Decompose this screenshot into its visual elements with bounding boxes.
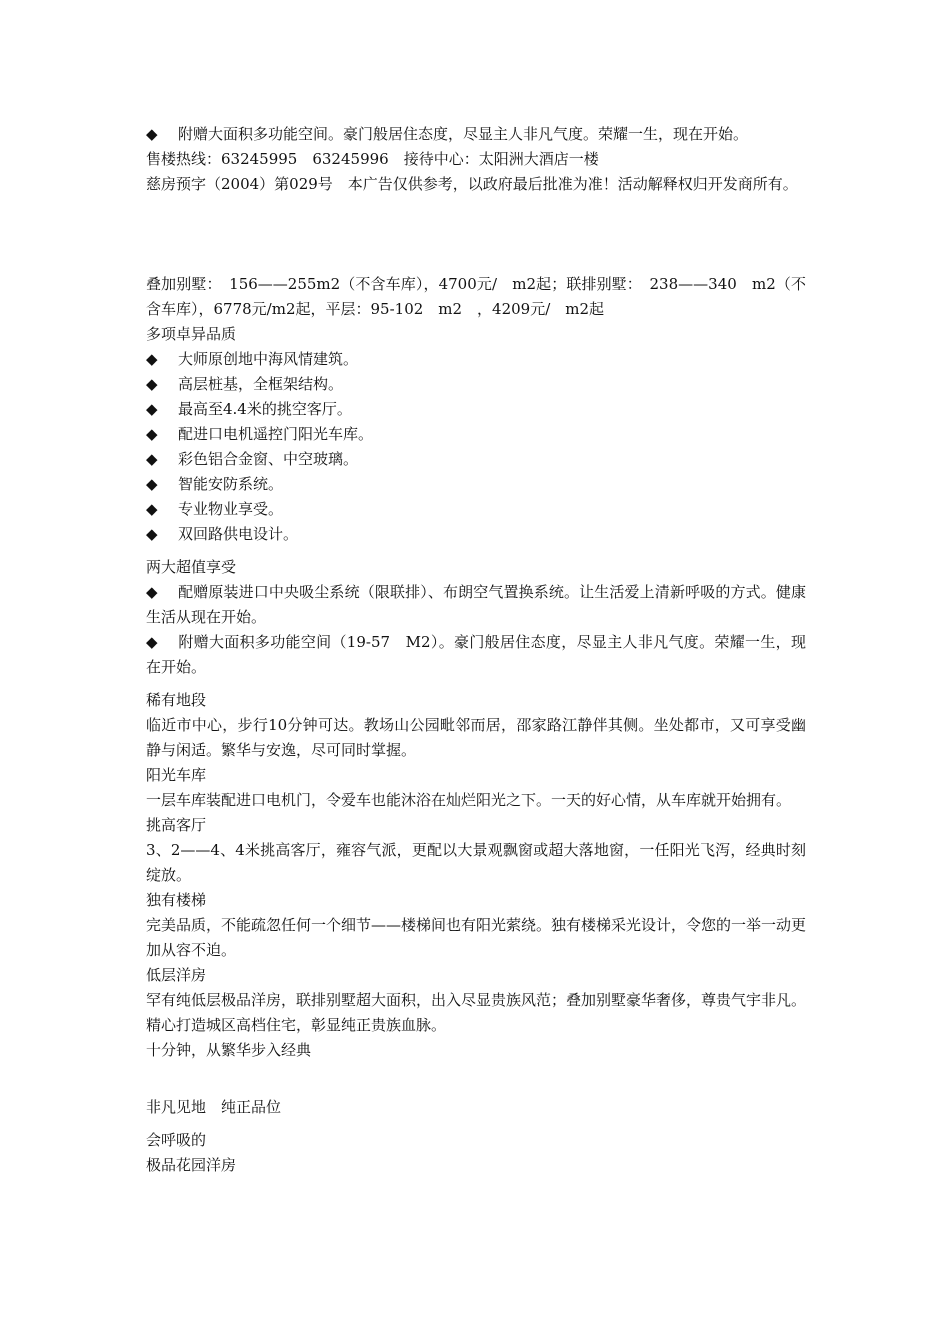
list-item: ◆ 配赠原装进口中央吸尘系统（限联排）、布朗空气置换系统。让生活爱上清新呼吸的方式。健康生活从现在开始。 — [146, 580, 806, 630]
bullet-diamond-icon: ◆ — [146, 633, 158, 651]
spacer — [146, 197, 806, 272]
list-item: ◆ 附赠大面积多功能空间（19-57 M2）。豪门般居住态度，尽显主人非凡气度。荣耀一生，现在开始。 — [146, 630, 806, 680]
section-heading: 阳光车库 — [146, 766, 207, 784]
section-heading: 稀有地段 — [146, 691, 207, 709]
section-body: 完美品质，不能疏忽任何一个细节——楼梯间也有阳光萦绕。独有楼梯采光设计，令您的一举一动更加从容不迫。 — [146, 916, 807, 959]
bullet-diamond-icon: ◆ — [146, 525, 158, 543]
sales-hotline: 售楼热线：63245995 63245996 接待中心：太阳洲大酒店一楼 — [146, 150, 599, 168]
section-body: 罕有纯低层极品洋房，联排别墅超大面积，出入尽显贵族风范；叠加别墅豪华奢侈，尊贵气宇非凡。精心打造城区高档住宅，彰显纯正贵族血脉。 — [146, 991, 807, 1034]
bullet-diamond-icon: ◆ — [146, 450, 158, 468]
value-list — [146, 580, 806, 680]
bullet-diamond-icon: ◆ — [146, 425, 158, 443]
spacer — [146, 680, 806, 688]
bullet-diamond-icon: ◆ — [146, 583, 158, 601]
section-body: 3、2——4、4米挑高客厅，雍容气派，更配以大景观飘窗或超大落地窗，一任阳光飞泻，经典时刻绽放。 — [146, 841, 806, 884]
bullet-diamond-icon: ◆ — [146, 475, 158, 493]
bullet-diamond-icon: ◆ — [146, 375, 158, 393]
bullet-diamond-icon: ◆ — [146, 125, 158, 143]
disclaimer: 慈房预字（2004）第029号 本广告仅供参考，以政府最后批准为准！活动解释权归开发商所有。 — [146, 175, 798, 193]
pricing-text: 叠加别墅： 156——255m2（不含车库），4700元/ m2起；联排别墅： 238——340 m2（不含车库），6778元/m2起，平层：95-102 m2 ，4209元/ m2起 — [146, 275, 806, 318]
section-heading: 低层洋房 — [146, 966, 207, 984]
bullet-diamond-icon: ◆ — [146, 500, 158, 518]
closing-line: 极品花园洋房 — [146, 1156, 237, 1174]
list-item: ◆ 最高至4.4米的挑空客厅。 — [146, 397, 806, 422]
section-body: 临近市中心，步行10分钟可达。教场山公园毗邻而居，邵家路江静伴其侧。坐处都市，又可享受幽静与闲适。繁华与安逸，尽可同时掌握。 — [146, 716, 806, 759]
list-item: ◆ 智能安防系统。 — [146, 472, 806, 497]
header-line-text: 附赠大面积多功能空间。豪门般居住态度，尽显主人非凡气度。荣耀一生，现在开始。 — [178, 125, 749, 143]
section-body: 一层车库装配进口电机门，令爱车也能沐浴在灿烂阳光之下。一天的好心情，从车库就开始拥有。 — [146, 791, 792, 809]
list-item: ◆ 配进口电机遥控门阳光车库。 — [146, 422, 806, 447]
spacer — [146, 547, 806, 555]
bullet-diamond-icon: ◆ — [146, 400, 158, 418]
value-heading: 两大超值享受 — [146, 558, 237, 576]
closing-slogan: 非凡见地 纯正品位 — [146, 1098, 282, 1116]
list-item: ◆ 大师原创地中海风情建筑。 — [146, 347, 806, 372]
section-heading: 独有楼梯 — [146, 891, 207, 909]
spacer — [146, 1120, 806, 1128]
list-item: ◆ 双回路供电设计。 — [146, 522, 806, 547]
quality-heading: 多项卓异品质 — [146, 325, 237, 343]
list-item: ◆ 彩色铝合金窗、中空玻璃。 — [146, 447, 806, 472]
closing-tagline: 十分钟，从繁华步入经典 — [146, 1041, 312, 1059]
header-bullet-line — [146, 122, 806, 147]
quality-list — [146, 347, 806, 547]
document-page — [146, 122, 806, 1178]
section-heading: 挑高客厅 — [146, 816, 207, 834]
list-item: ◆ 高层桩基，全框架结构。 — [146, 372, 806, 397]
closing-line: 会呼吸的 — [146, 1131, 207, 1149]
spacer — [146, 1063, 806, 1095]
list-item: ◆ 专业物业享受。 — [146, 497, 806, 522]
bullet-diamond-icon: ◆ — [146, 350, 158, 368]
